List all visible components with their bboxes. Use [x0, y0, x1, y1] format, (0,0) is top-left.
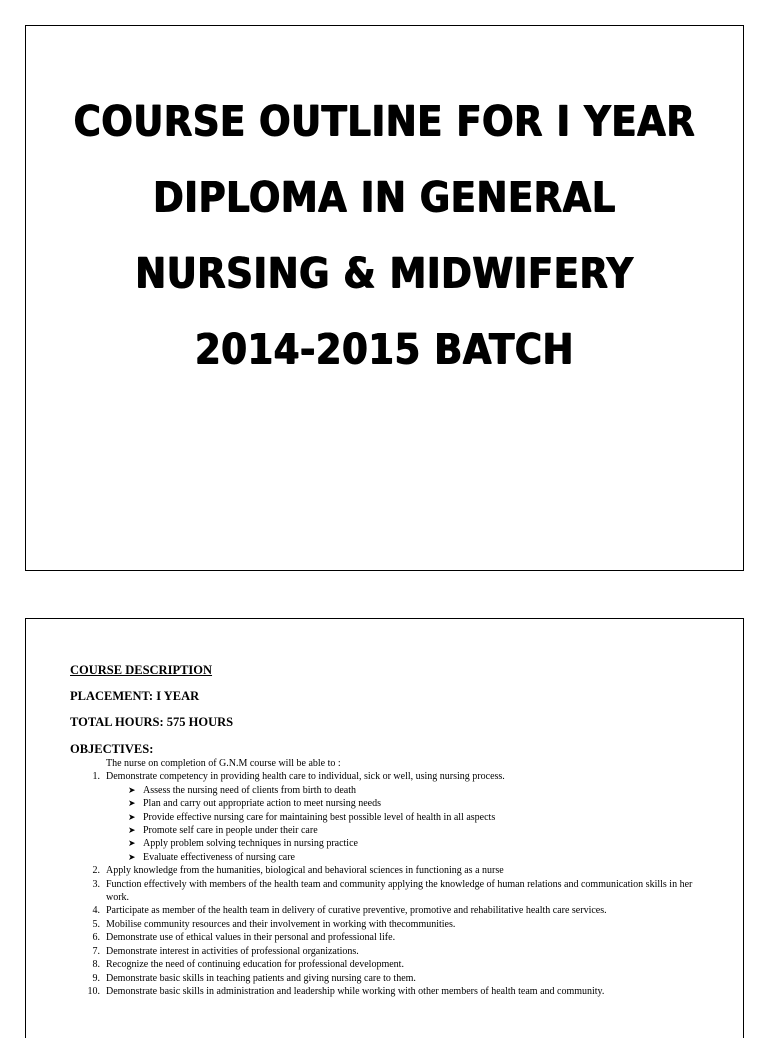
objectives-heading: OBJECTIVES: [70, 742, 154, 756]
objective-text: Apply knowledge from the humanities, biological and behavioral sciences in functioning as a nurse [106, 865, 504, 877]
arrow-bullet-icon: ➤ [128, 784, 136, 795]
sub-objective-text: Provide effective nursing care for maintaining best possible level of health in all aspects [143, 811, 496, 823]
objective-item [70, 958, 713, 971]
objective-text: Function effectively with members of the health team and community applying the knowledge of human relations and communication skills in her work. [106, 878, 693, 904]
arrow-bullet-icon: ➤ [128, 838, 136, 849]
cover-page [25, 25, 744, 571]
sub-objective-text: Evaluate effectiveness of nursing care [143, 851, 295, 863]
sub-objective-item [70, 811, 713, 824]
objective-text: Recognize the need of continuing education for professional development. [106, 959, 404, 971]
objective-item [70, 904, 713, 917]
objective-text: Demonstrate basic skills in teaching patients and giving nursing care to them. [106, 972, 416, 984]
objective-item [70, 972, 713, 985]
objective-text: Demonstrate interest in activities of professional organizations. [106, 945, 359, 957]
sub-objective-item [70, 824, 713, 837]
sub-objective-text: Plan and carry out appropriate action to meet nursing needs [143, 798, 381, 810]
objectives-intro: The nurse on completion of G.N.M course will be able to : [106, 758, 341, 769]
sub-objective-item [70, 837, 713, 850]
course-description-heading: COURSE DESCRIPTION [70, 663, 213, 677]
objective-number: 7. [92, 945, 100, 957]
objective-item [70, 945, 713, 958]
objective-number: 8. [92, 959, 100, 971]
total-hours-heading: TOTAL HOURS: 575 HOURS [70, 715, 234, 729]
arrow-bullet-icon: ➤ [128, 851, 136, 862]
arrow-bullet-icon: ➤ [128, 811, 136, 822]
cover-title-line-2: DIPLOMA IN GENERAL [153, 173, 616, 222]
objective-number: 10. [87, 985, 100, 997]
objective-text: Participate as member of the health team in delivery of curative preventive, promotive and rehabilitative health care services. [106, 905, 607, 917]
objective-text: Demonstrate competency in providing health care to individual, sick or well, using nursing process. [106, 771, 505, 783]
objective-text: Mobilise community resources and their involvement in working with thecommunities. [106, 918, 456, 930]
objective-text: Demonstrate use of ethical values in their personal and professional life. [106, 932, 396, 944]
objective-number: 3. [92, 878, 100, 890]
cover-title [26, 84, 743, 388]
objective-number: 2. [92, 865, 100, 877]
objective-number: 4. [92, 905, 100, 917]
course-description-page [25, 618, 744, 1038]
objective-item [70, 931, 713, 944]
objective-item [70, 918, 713, 931]
objective-item [70, 878, 713, 905]
objective-item [70, 985, 713, 998]
sub-objective-text: Assess the nursing need of clients from birth to death [143, 784, 357, 796]
objective-item [70, 770, 713, 783]
objective-number: 1. [92, 771, 100, 783]
arrow-bullet-icon: ➤ [128, 825, 136, 836]
objective-number: 5. [92, 918, 100, 930]
arrow-bullet-icon: ➤ [128, 798, 136, 809]
objective-item [70, 864, 713, 877]
cover-title-line-4: 2014-2015 BATCH [194, 325, 575, 374]
cover-title-line-3: NURSING & MIDWIFERY [135, 249, 634, 298]
placement-heading: PLACEMENT: I YEAR [70, 689, 200, 703]
sub-objective-item [70, 784, 713, 797]
objective-text: Demonstrate basic skills in administration and leadership while working with other members of health team and community. [106, 985, 605, 997]
objective-number: 9. [92, 972, 100, 984]
sub-objective-text: Apply problem solving techniques in nursing practice [143, 838, 358, 850]
sub-objective-item [70, 797, 713, 810]
objective-number: 6. [92, 932, 100, 944]
sub-objective-text: Promote self care in people under their care [143, 825, 318, 837]
sub-objective-item [70, 851, 713, 864]
cover-title-line-1: COURSE OUTLINE FOR I YEAR [73, 97, 696, 146]
page-body [70, 663, 713, 998]
